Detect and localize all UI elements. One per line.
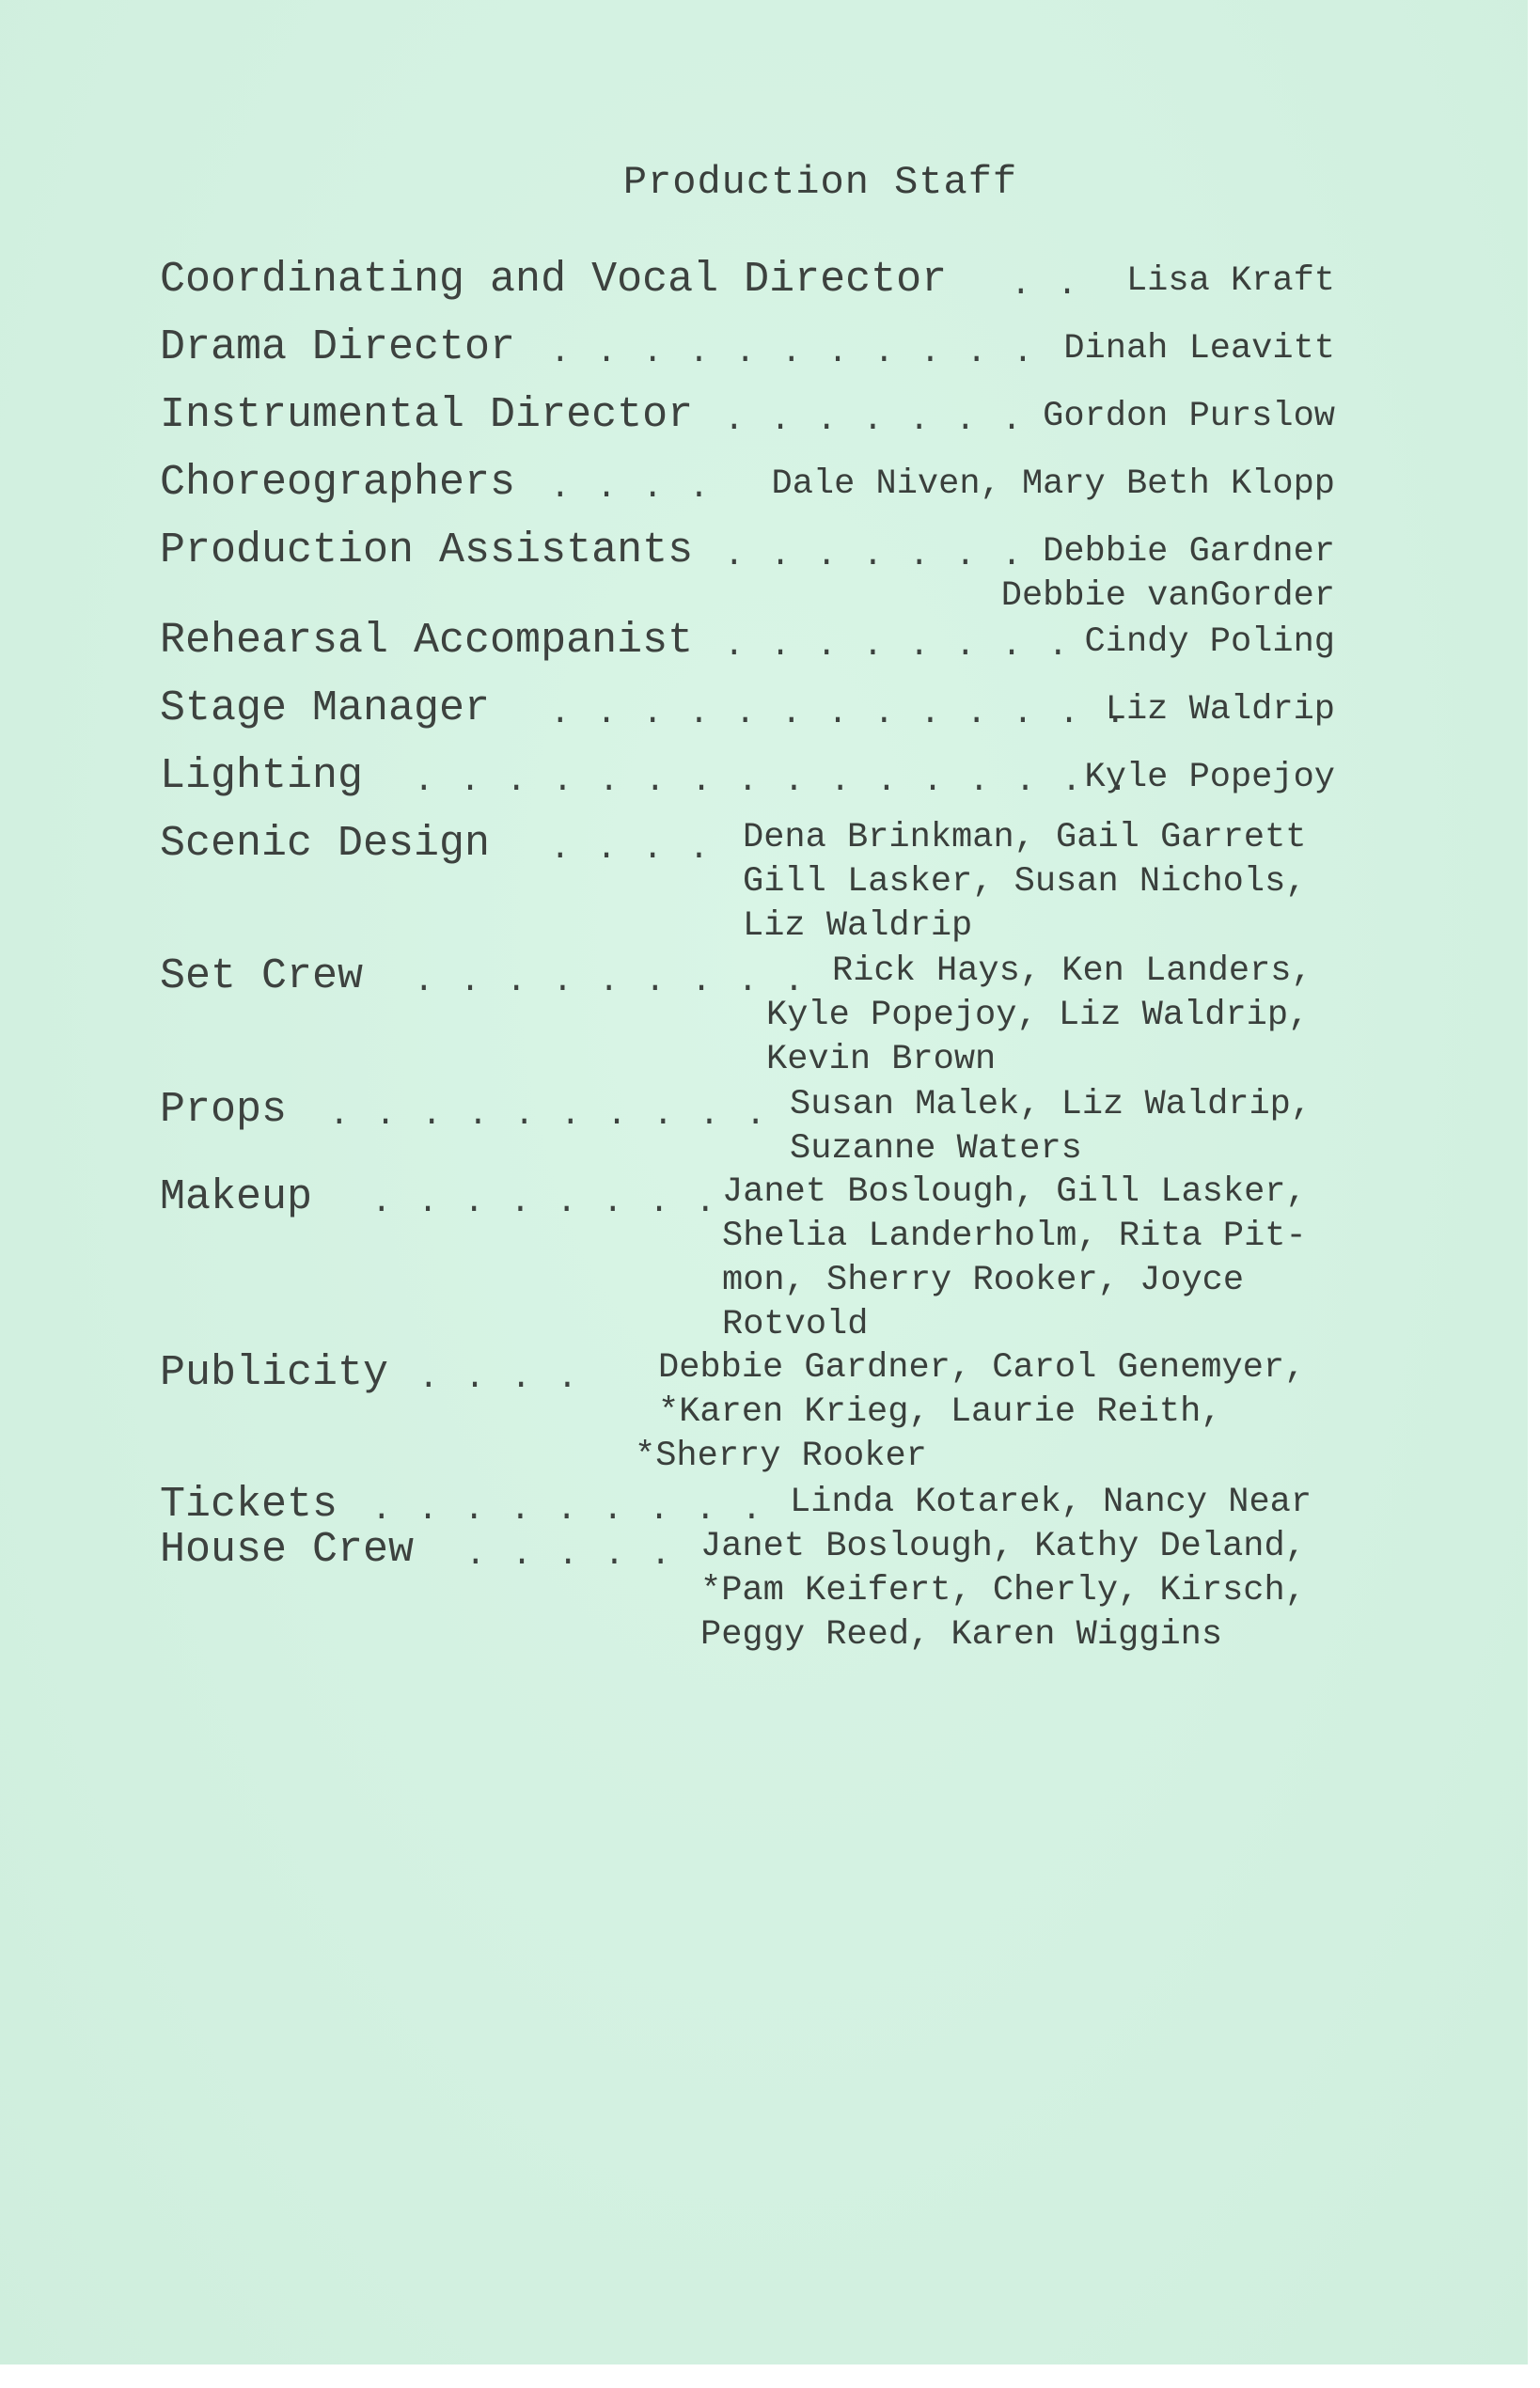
leader-dots: . . . . . . . . . . . [550,333,1036,371]
staff-name-line: Susan Malek, Liz Waldrip, [790,1085,1312,1124]
staff-name-line: Kyle Popejoy, Liz Waldrip, [766,996,1310,1035]
staff-names [790,1083,1312,1171]
staff-name-line: Dale Niven, Mary Beth Klopp [771,464,1335,504]
staff-name-line: Linda Kotarek, Nancy Near [790,1483,1312,1522]
leader-dots: . . . . [550,468,713,507]
staff-name-line: Gill Lasker, Susan Nichols, [743,862,1307,902]
staff-role: Coordinating and Vocal Director [160,256,948,304]
staff-role: Instrumental Director [160,391,694,439]
staff-name-line: Liz Waldrip [743,906,973,946]
leader-dots: . . . . [418,1359,581,1397]
staff-role: Publicity [160,1349,389,1397]
staff-name-line: Debbie vanGorder [1000,576,1335,616]
staff-role: Set Crew [160,952,364,1000]
staff-names [790,1481,1312,1525]
staff-name-line: Lisa Kraft [1125,261,1335,301]
staff-name-line: *Pam Keifert, Cherly, Kirsch, [700,1571,1306,1610]
staff-names [1063,327,1335,371]
staff-role: Choreographers [160,459,516,507]
staff-name-line: Debbie Gardner, Carol Genemyer, [658,1348,1306,1388]
leader-dots: . . . . . . . . . . . . . . . . [414,762,1131,800]
staff-name-line: mon, Sherry Rooker, Joyce [722,1261,1245,1300]
staff-name-line: Peggy Reed, Karen Wiggins [700,1615,1223,1655]
staff-name-line: Debbie Gardner [1043,532,1335,572]
staff-names [635,1346,1305,1479]
staff-name-line: Dinah Leavitt [1063,329,1335,369]
staff-name-line: Shelia Landerholm, Rita Pit- [722,1217,1307,1256]
leader-dots: . . . . . . . [724,536,1025,574]
page-title: Production Staff [622,160,1018,205]
staff-names [700,1525,1306,1657]
leader-dots: . . . . . [465,1535,674,1574]
leader-dots: . . . . [550,829,713,868]
staff-role: Stage Manager [160,684,491,732]
staff-name-line: Rotvold [722,1305,869,1344]
staff-names [1001,530,1335,619]
staff-names [1126,259,1335,304]
staff-name-line: *Sherry Rooker [635,1437,927,1476]
staff-name-line: Rick Hays, Ken Landers, [832,951,1312,991]
staff-name-line: Cindy Poling [1084,622,1335,662]
staff-names [1085,621,1335,665]
staff-role: Drama Director [160,323,516,371]
staff-name-line: Dena Brinkman, Gail Garrett [743,818,1307,857]
leader-dots: . . . . . . . . . . . . . [550,694,1129,732]
leader-dots: . . . . . . . . . [414,962,808,1000]
staff-role: Tickets [160,1481,338,1529]
staff-name-line: Kevin Brown [766,1040,997,1079]
staff-names [1043,395,1335,439]
staff-role: Production Assistants [160,526,694,574]
leader-dots: . . . . . . . . [724,626,1072,665]
leader-dots: . . . . . . . [724,401,1025,439]
staff-names [772,463,1336,507]
staff-role: Scenic Design [160,820,491,868]
leader-dots: . . . . . . . . . . [329,1095,769,1134]
staff-name-line: Janet Boslough, Gill Lasker, [722,1172,1307,1212]
leader-dots: . . [1011,265,1080,304]
staff-role: Props [160,1086,288,1134]
staff-names [1106,688,1335,732]
staff-name-line: Suzanne Waters [790,1129,1082,1169]
staff-names [766,950,1312,1082]
staff-name-line: *Karen Krieg, Laurie Reith, [658,1392,1222,1432]
staff-names [1085,756,1335,800]
staff-role: Lighting [160,752,364,800]
staff-names [743,816,1307,949]
staff-name-line: Kyle Popejoy [1084,758,1335,797]
staff-name-line: Liz Waldrip [1105,690,1335,730]
staff-role: Makeup [160,1173,313,1221]
staff-role: Rehearsal Accompanist [160,617,694,665]
staff-name-line: Janet Boslough, Kathy Deland, [700,1527,1306,1566]
leader-dots: . . . . . . . . [371,1183,719,1221]
staff-name-line: Gordon Purslow [1043,397,1335,436]
staff-role: House Crew [160,1526,415,1574]
leader-dots: . . . . . . . . . [371,1490,765,1529]
staff-names [722,1170,1307,1347]
